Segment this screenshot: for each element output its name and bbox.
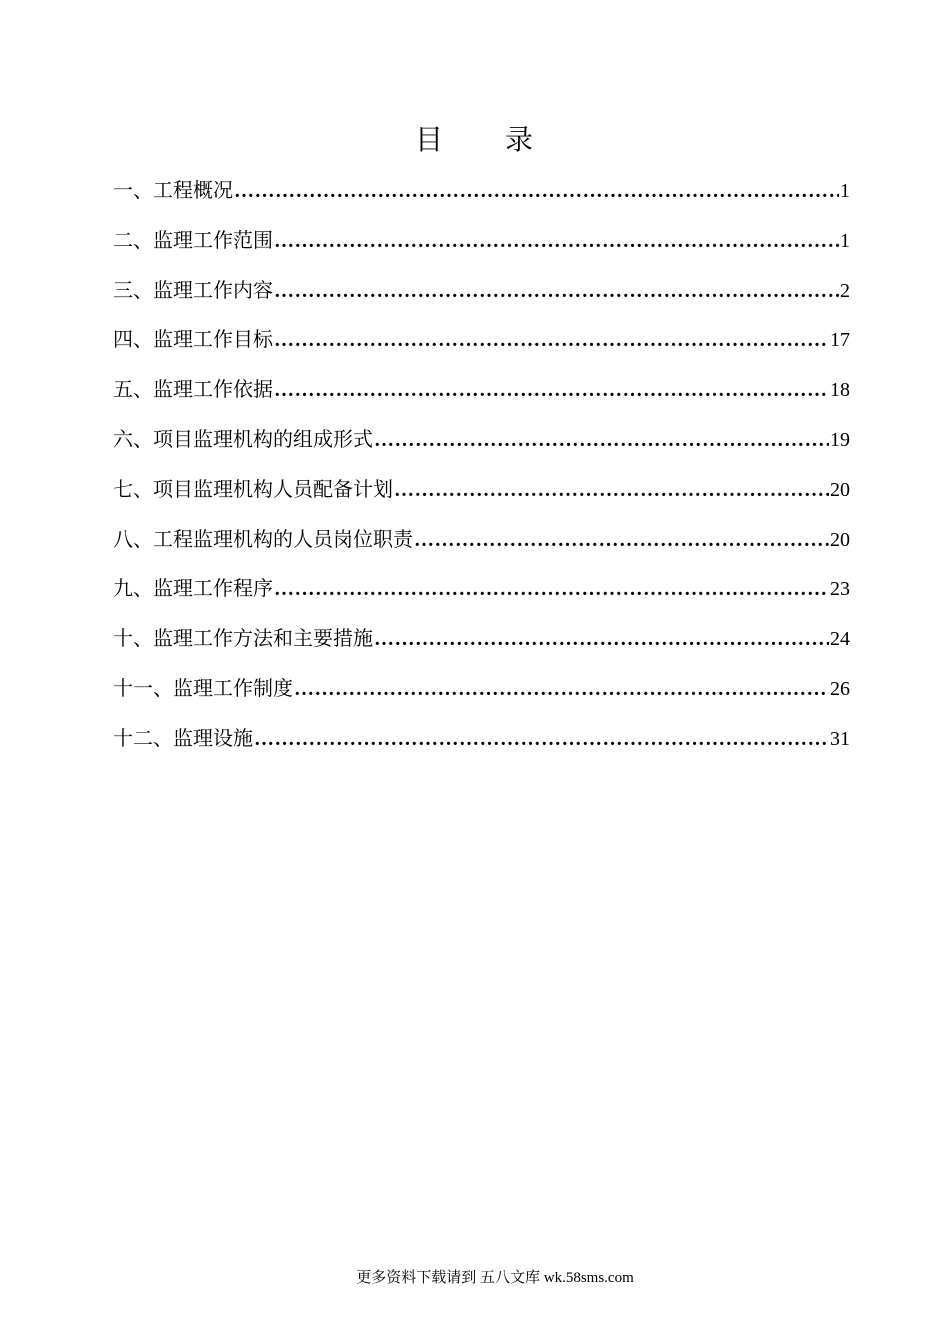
toc-dot-leader <box>254 721 829 757</box>
toc-entry-text: 六、项目监理机构的组成形式 <box>113 426 373 451</box>
footer-note: 更多资料下载请到 五八文库 wk.58sms.com <box>356 1270 634 1286</box>
toc-page-number: 2 <box>840 279 850 302</box>
toc-page-number: 20 <box>830 528 850 551</box>
toc-dot-leader <box>374 621 829 657</box>
toc-entry-text: 七、项目监理机构人员配备计划 <box>113 476 393 501</box>
toc-list <box>113 172 850 770</box>
toc-entry[interactable] <box>113 720 850 770</box>
toc-dot-leader <box>394 472 829 508</box>
toc-dot-leader <box>274 372 829 408</box>
toc-entry-text: 一、工程概况 <box>113 178 233 202</box>
toc-entry-text: 五、监理工作依据 <box>113 377 273 402</box>
toc-entry-text: 十一、监理工作制度 <box>113 675 293 700</box>
toc-dot-leader <box>374 422 829 458</box>
toc-entry-text: 九、监理工作程序 <box>113 576 273 601</box>
toc-page-number: 1 <box>840 180 850 202</box>
toc-entry-text: 四、监理工作目标 <box>113 327 273 352</box>
toc-page-number: 26 <box>830 677 850 700</box>
toc-page-number: 17 <box>830 329 850 352</box>
toc-entry[interactable] <box>113 321 850 371</box>
toc-dot-leader <box>274 571 829 607</box>
toc-entry-text: 八、工程监理机构的人员岗位职责 <box>113 526 413 551</box>
toc-entry[interactable] <box>113 371 850 421</box>
toc-entry-text: 三、监理工作内容 <box>113 277 273 302</box>
toc-entry-text: 十、监理工作方法和主要措施 <box>113 626 373 651</box>
toc-page-number: 18 <box>830 379 850 402</box>
toc-dot-leader <box>274 322 829 358</box>
toc-entry[interactable] <box>113 272 850 322</box>
toc-page-number: 31 <box>830 727 850 750</box>
toc-page-number: 20 <box>830 478 850 501</box>
toc-title: 目 录 <box>414 123 535 156</box>
toc-dot-leader <box>414 522 829 558</box>
toc-entry[interactable] <box>113 570 850 620</box>
toc-entry[interactable] <box>113 222 850 272</box>
toc-entry[interactable] <box>113 172 850 222</box>
toc-entry-text: 十二、监理设施 <box>113 725 253 750</box>
toc-entry[interactable] <box>113 670 850 720</box>
toc-entry-text: 二、监理工作范围 <box>113 227 273 252</box>
toc-entry[interactable] <box>113 421 850 471</box>
toc-dot-leader <box>274 273 839 309</box>
toc-entry[interactable] <box>113 471 850 521</box>
toc-page-number: 23 <box>830 578 850 601</box>
toc-entry[interactable] <box>113 620 850 670</box>
toc-dot-leader <box>234 173 839 209</box>
toc-page-number: 24 <box>830 628 850 651</box>
toc-dot-leader <box>274 223 839 259</box>
toc-page-number: 1 <box>840 229 850 252</box>
toc-entry[interactable] <box>113 521 850 571</box>
toc-page-number: 19 <box>830 428 850 451</box>
toc-dot-leader <box>294 671 829 707</box>
